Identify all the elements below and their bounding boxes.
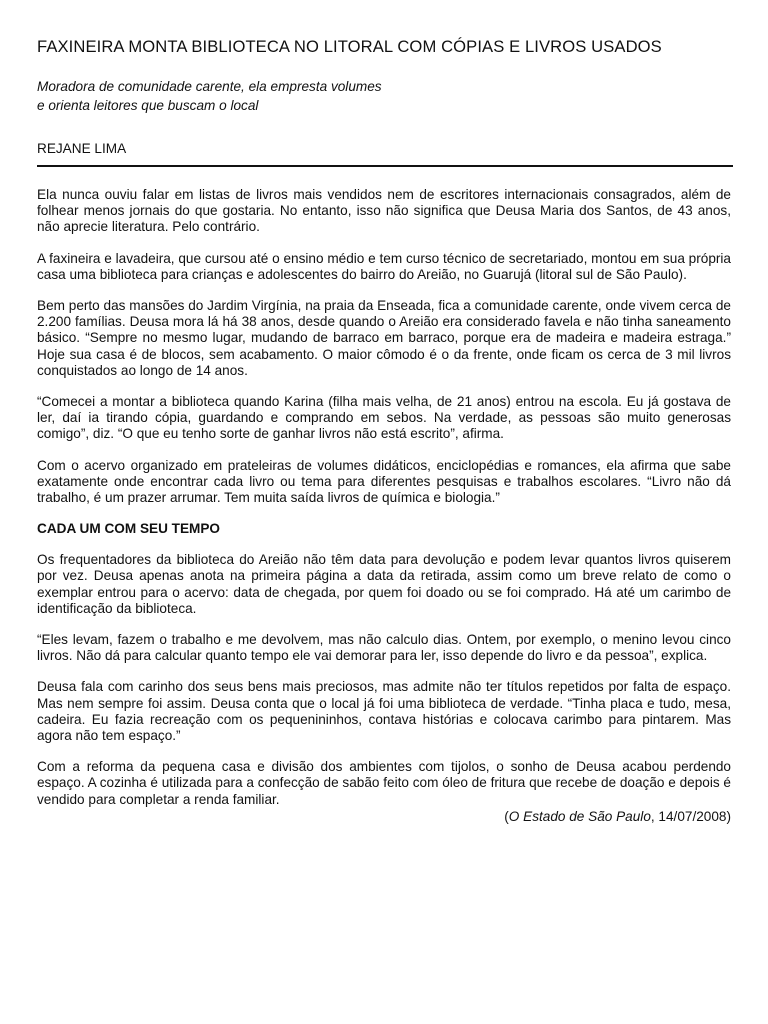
paragraph: Bem perto das mansões do Jardim Virgínia, na praia da Enseada, fica a comunidade carente, onde vivem cerca de 2.200 famílias. Deusa mora lá há 38 anos, desde quando o Areião era considerado favela e não tinha saneamento básico. “Sempre no mesmo lugar, mudando de barraco em barraco, porque era de madeira e madeira estraga.” Hoje sua casa é de blocos, sem acabamento. O maior cômodo é o da frente, onde ficam os cerca de 3 mil livros conquistados ao longo de 14 anos. — [37, 298, 731, 378]
paragraph: “Eles levam, fazem o trabalho e me devolvem, mas não calculo dias. Ontem, por exemplo, o menino levou cinco livros. Não dá para calcular quanto tempo ele vai demorar para ler, isso depende do livro e da pessoa”, explica. — [37, 632, 731, 664]
subheadline — [37, 77, 731, 115]
source-date: , 14/07/2008) — [650, 808, 731, 824]
paragraph: Deusa fala com carinho dos seus bens mais preciosos, mas admite não ter títulos repetidos por falta de espaço. Mas nem sempre foi assim. Deusa conta que o local já foi uma biblioteca de verdade. “Tinha placa e tudo, mesa, cadeira. Eu fazia recreação com os pequenininhos, contava histórias e colocava carimbo para pintarem. Mas agora não tem espaço.” — [37, 679, 731, 744]
paragraph: Com o acervo organizado em prateleiras de volumes didáticos, enciclopédias e romances, ela afirma que sabe exatamente onde encontrar cada livro ou tema para diferentes pesquisas e trabalhos escolares. “Livro não dá trabalho, é um prazer arrumar. Tem muita saída livros de química e biologia.” — [37, 457, 731, 506]
subheadline-line: e orienta leitores que buscam o local — [37, 98, 259, 113]
paragraph: A faxineira e lavadeira, que cursou até o ensino médio e tem curso técnico de secretariado, montou em sua própria casa uma biblioteca para crianças e adolescentes do bairro do Areião, no Guarujá (litoral sul de São Paulo). — [37, 250, 731, 282]
paragraph: Os frequentadores da biblioteca do Areião não têm data para devolução e podem levar quantos livros quiserem por vez. Deusa apenas anota na primeira página a data da retirada, assim como um breve relato de como o exemplar entrou para o acervo: data de chegada, por quem foi doado ou se foi comprado. Há até um carimbo de identificação da biblioteca. — [37, 552, 731, 616]
section-heading: CADA UM COM SEU TEMPO — [37, 521, 221, 537]
source-publication: O Estado de São Paulo — [508, 808, 651, 824]
author-byline: REJANE LIMA — [37, 140, 733, 167]
headline: FAXINEIRA MONTA BIBLIOTECA NO LITORAL COM CÓPIAS E LIVROS USADOS — [37, 37, 662, 56]
paragraph: Com a reforma da pequena casa e divisão dos ambientes com tijolos, o sonho de Deusa acabou perdendo espaço. A cozinha é utilizada para a confecção de sabão feito com óleo de fritura que recebe de doação e depois é vendido para completar a renda familiar. — [37, 759, 731, 807]
paragraph: Ela nunca ouviu falar em listas de livros mais vendidos nem de escritores internacionais consagrados, além de folhear menos jornais do que gostaria. No entanto, isso não significa que Deusa Maria dos Santos, de 43 anos, não aprecie literatura. Pelo contrário. — [37, 187, 731, 235]
source-citation — [37, 809, 731, 825]
article-body — [37, 187, 731, 808]
source-open: ( — [504, 808, 509, 824]
paragraph: “Comecei a montar a biblioteca quando Karina (filha mais velha, de 21 anos) entrou na escola. Eu já gostava de ler, daí ia tirando cópia, guardando e comprando em sebos. Na verdade, as pessoas são muito generosas comigo”, diz. “O que eu tenho sorte de ganhar livros não está escrito”, afirma. — [37, 394, 731, 442]
subheadline-line: Moradora de comunidade carente, ela empresta volumes — [37, 79, 382, 94]
